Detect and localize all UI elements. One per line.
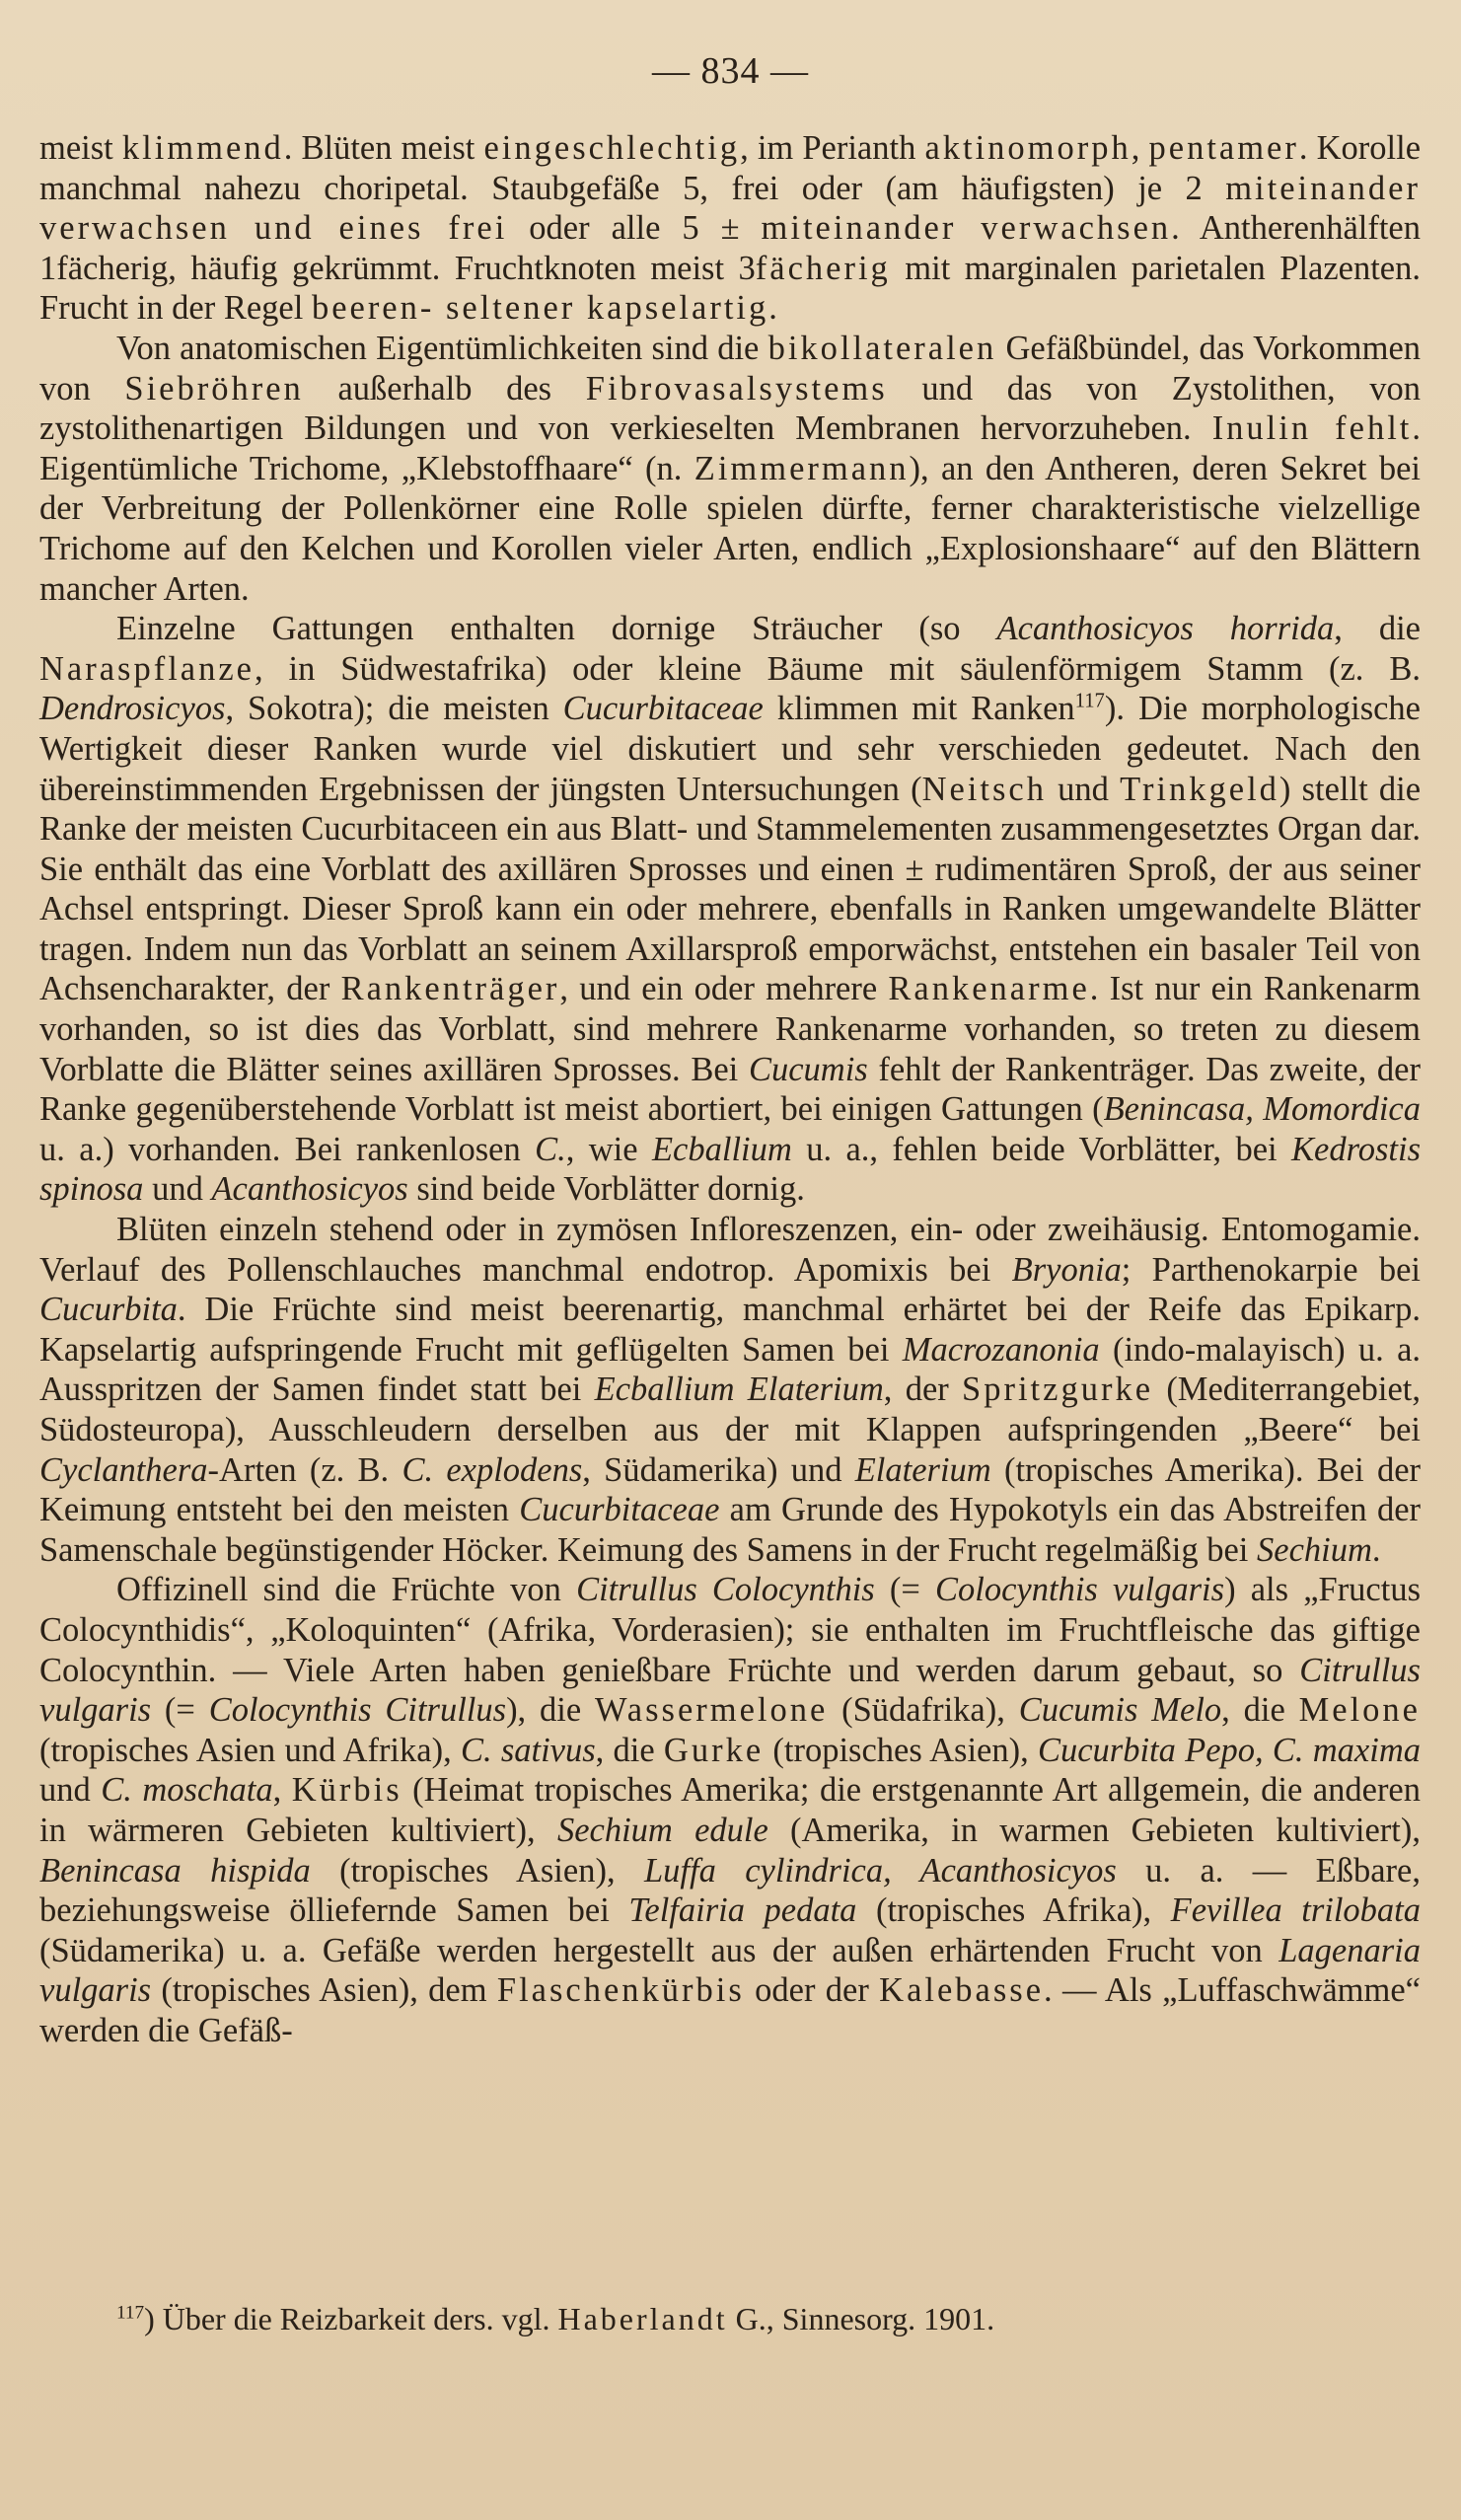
text-run: (tropisches Asien), dem: [151, 1971, 497, 2010]
text-run: (tropisches Afrika),: [856, 1891, 1171, 1930]
italic-term: Acanthosicyos horrida: [996, 610, 1335, 648]
text-run: (Mediterrangebiet, Südosteuropa), Ausschleudern derselben aus der mit Klappen aufspringenden „Beere“ bei: [39, 1371, 1421, 1448]
text-run: (Heimat tropisches Amerika; die erstgenannte Art allgemein, die anderen in wärmeren Gebieten kultiviert),: [39, 1771, 1421, 1849]
italic-term: Telfairia pedata: [628, 1891, 857, 1930]
text-run: (=: [874, 1571, 936, 1609]
text-run: . Eigentümliche Trichome, „Klebstoffhaare“ (n.: [39, 409, 1421, 487]
spaced-term: eingeschlechtig: [483, 129, 741, 167]
text-run: und das von Zystolithen, von zystolithenartigen Bildungen und von verkieselten Membranen hervorzuheben.: [39, 369, 1421, 448]
text-run: (=: [151, 1691, 209, 1730]
spaced-term: Inulin fehlt: [1211, 409, 1413, 448]
italic-term: Kedrostis spinosa: [39, 1130, 1421, 1209]
text-run: . Blüten meist: [283, 129, 484, 167]
spaced-term: Gurke: [663, 1731, 765, 1769]
text-run: ). Die morphologische Wertigkeit dieser Ranken wurde viel diskutiert und sehr verschieden gedeutet. Nach den übereinstimmenden Ergebnissen der jüngsten Untersuchungen (: [39, 690, 1422, 808]
italic-term: C. sativus: [460, 1731, 596, 1769]
spaced-term: miteinander verwachsen: [761, 209, 1172, 248]
text-run: am Grunde des Hypokotyls ein das Abstreifen der Samenschale begünstigender Höcker. Keimung des Samens in der Frucht regelmäßig bei: [39, 1491, 1421, 1569]
footnote-text-before: ) Über die Reizbarkeit ders. vgl.: [144, 2301, 558, 2336]
paragraph: [39, 1570, 1421, 2050]
italic-term: Cucurbita: [39, 1291, 178, 1329]
text-run: oder alle 5 ±: [507, 209, 762, 248]
italic-term: Colocynthis Citrullus: [208, 1691, 507, 1730]
text-run: (tropisches Asien),: [310, 1851, 644, 1890]
text-run: ; Parthenokarpie bei: [1121, 1250, 1421, 1289]
text-run: -Arten (z. B.: [207, 1450, 402, 1489]
text-run: Offizinell sind die Früchte von: [116, 1571, 577, 1609]
text-run: , in Südwestafrika) oder kleine Bäume mit säulenförmigem Stamm (z. B.: [254, 649, 1421, 688]
text-run: sind beide Vorblätter dornig.: [407, 1170, 805, 1209]
footnote-marker: 117: [116, 2302, 145, 2324]
text-run: u. a. — Eßbare, beziehungsweise ölliefernde Samen bei: [39, 1851, 1421, 1930]
italic-term: Acanthosicyos: [211, 1170, 408, 1209]
italic-term: Fevillea trilobata: [1170, 1891, 1421, 1930]
page-number: — 834 —: [652, 50, 809, 92]
paragraph: [39, 329, 1421, 609]
text-run: und: [39, 1771, 102, 1810]
text-run: außerhalb des: [303, 369, 586, 408]
text-run: oder der: [744, 1971, 880, 2010]
italic-term: Citrullus Colocynthis: [576, 1571, 875, 1609]
spaced-term: Trinkgeld: [1120, 770, 1279, 808]
text-run: . Ist nur ein Rankenarm vorhanden, so ist dies das Vorblatt, sind mehrere Rankenarme vorhanden, so treten zu diesem Vorblatte die Blätter seines axillären Sprosses. Bei: [39, 970, 1422, 1088]
text-run: . Die Früchte sind meist beerenartig, manchmal erhärtet bei der Reife das Epikarp. Kapselartig aufspringende Frucht mit geflügelten Samen bei: [39, 1291, 1421, 1369]
spaced-term: Neitsch: [921, 770, 1047, 808]
italic-term: Lagenaria vulgaris: [39, 1931, 1421, 2010]
spaced-term: pentamer: [1148, 129, 1299, 167]
text-run: , die: [595, 1731, 664, 1769]
spaced-term: Naraspflanze: [39, 649, 255, 688]
italic-term: Elaterium: [854, 1450, 991, 1489]
spaced-term: Melone: [1298, 1691, 1421, 1730]
footnote: [116, 2299, 1399, 2338]
italic-term: Cyclanthera: [39, 1450, 208, 1489]
text-run: . — Als „Luffaschwämme“ werden die Gefäß-: [39, 1971, 1421, 2049]
text-run: u. a., fehlen beide Vorblätter, bei: [791, 1130, 1291, 1168]
text-run: u. a.) vorhanden. Bei rankenlosen: [39, 1130, 536, 1168]
text-run: ) als „Fructus Colocynthidis“, „Koloquinten“ (Afrika, Vorderasien); sie enthalten im Fruchtfleische das giftige Colocynthin. — Viele Arten haben genießbare Früchte und werden darum gebaut, so: [39, 1571, 1422, 1689]
text-run: , der: [883, 1371, 963, 1409]
text-run: , die: [1221, 1691, 1299, 1730]
text-run: , Südamerika) und: [582, 1450, 855, 1489]
text-run: ) stellt die Ranke der meisten Cucurbitaceen ein aus Blatt- und Stammelementen zusammengesetztes Organ dar. Sie enthält das eine Vorblatt des axillären Sprosses und einen ± rudimentären Sproß, der aus seiner Achsel entspringt. Dieser Sproß kann ein oder mehrere, ebenfalls in Ranken umgewandelte Blätter tragen. Indem nun das Vorblatt an seinem Axillarsproß emporwächst, entstehen ein basaler Teil von Achsencharakter, der: [39, 770, 1422, 1008]
paragraph: [39, 609, 1421, 1210]
footnote-author: Haberlandt: [557, 2301, 728, 2336]
italic-term: Cucurbitaceae: [562, 690, 764, 728]
text-run: und: [1046, 770, 1121, 808]
body-text: [39, 128, 1421, 2051]
italic-term: Benincasa, Momordica: [1103, 1090, 1421, 1129]
italic-term: Sechium edule: [556, 1811, 768, 1849]
text-run: (Südafrika),: [828, 1691, 1019, 1730]
italic-term: Macrozanonia: [902, 1330, 1100, 1369]
text-run: , und ein oder mehrere: [559, 970, 889, 1008]
text-run: .: [1371, 1530, 1381, 1569]
italic-term: Dendrosicyos: [39, 690, 226, 728]
spaced-term: Rankenarme: [888, 970, 1090, 1008]
text-run: .: [768, 289, 777, 328]
text-run: meist: [39, 129, 122, 167]
italic-term: Bryonia: [1011, 1250, 1122, 1289]
text-run: ), an den Antheren, deren Sekret bei der Verbreitung der Pollenkörner eine Rolle spielen dürfte, ferner charakteristische vielzellige Trichome auf den Kelchen und Korollen vieler Arten, endlich „Explosionshaare“ auf den Blättern mancher Arten.: [39, 449, 1421, 608]
spaced-term: Rankenträger: [340, 970, 560, 1008]
spaced-term: aktinomorph: [924, 129, 1132, 167]
text-run: (Südamerika) u. a. Gefäße werden hergestellt aus der außen erhärtenden Frucht von: [39, 1931, 1279, 1969]
spaced-term: Siebröhren: [124, 369, 304, 408]
text-run: Gefäßbündel, das Vorkommen von: [39, 329, 1422, 408]
text-run: (tropisches Amerika). Bei der Keimung entsteht bei den meisten: [39, 1450, 1422, 1529]
text-run: . Korolle manchmal nahezu choripetal. Staubgefäße 5, frei oder (am häufigsten) je 2: [39, 129, 1422, 207]
text-run: , die: [1334, 610, 1421, 648]
italic-term: Ecballium Elaterium: [594, 1371, 884, 1409]
text-run: (Amerika, in warmen Gebieten kultiviert),: [767, 1811, 1421, 1849]
spaced-term: fächerig: [755, 249, 891, 287]
italic-term: C. explodens: [402, 1450, 583, 1489]
text-run: klimmen mit Ranken: [763, 690, 1075, 728]
text-run: Einzelne Gattungen enthalten dornige Sträucher (so: [116, 610, 997, 648]
spaced-term: bikollateralen: [767, 329, 997, 367]
text-run: , wie: [565, 1130, 652, 1168]
spaced-term: klimmend: [121, 129, 284, 167]
italic-term: Colocynthis vulgaris: [935, 1571, 1225, 1609]
text-run: (tropisches Asien),: [764, 1731, 1038, 1769]
spaced-term: beeren- seltener kapselartig: [311, 289, 769, 328]
footnote-text-after: G., Sinnesorg. 1901.: [727, 2301, 995, 2336]
italic-term: Ecballium: [651, 1130, 792, 1168]
italic-term: Sechium: [1257, 1530, 1372, 1569]
paragraph: [39, 1210, 1421, 1570]
text-run: , Sokotra); die meisten: [225, 690, 563, 728]
italic-term: Cucurbitaceae: [519, 1491, 720, 1529]
spaced-term: Flaschenkürbis: [496, 1971, 745, 2010]
text-run: mit marginalen parietalen Plazenten. Frucht in der Regel: [39, 249, 1421, 328]
italic-term: Benincasa hispida: [39, 1851, 311, 1890]
text-run: und: [143, 1170, 212, 1209]
spaced-term: Wassermelone: [594, 1691, 829, 1730]
spaced-term: Kürbis: [291, 1771, 402, 1810]
footnote-reference: 117: [1074, 690, 1105, 712]
spaced-term: Fibrovasalsystems: [585, 369, 888, 408]
text-run: fehlt der Rankenträger. Das zweite, der Ranke gegenüberstehende Vorblatt ist meist abortiert, bei einigen Gattungen (: [39, 1050, 1421, 1129]
spaced-term: miteinander verwachsen und eines frei: [39, 169, 1421, 248]
italic-term: Luffa cylindrica, Acanthosicyos: [643, 1851, 1117, 1890]
italic-term: Citrullus vulgaris: [39, 1651, 1421, 1730]
italic-term: Cucumis Melo: [1018, 1691, 1222, 1730]
italic-term: C.: [535, 1130, 566, 1168]
text-run: (tropisches Asien und Afrika),: [39, 1731, 461, 1769]
text-run: ,: [272, 1771, 292, 1810]
text-run: ,: [1131, 129, 1149, 167]
text-run: ), die: [506, 1691, 595, 1730]
spaced-term: Spritzgurke: [962, 1371, 1154, 1409]
text-run: . Antherenhälften 1fächerig, häufig gekrümmt. Fruchtknoten meist 3: [39, 209, 1421, 287]
paragraph: [39, 128, 1421, 329]
spaced-term: Zimmermann: [694, 449, 910, 487]
text-run: Von anatomischen Eigentümlichkeiten sind die: [116, 329, 768, 367]
spaced-term: Kalebasse: [879, 1971, 1045, 2010]
italic-term: Cucumis: [748, 1050, 868, 1088]
text-run: Blüten einzeln stehend oder in zymösen Infloreszenzen, ein- oder zweihäusig. Entomogamie. Verlauf des Pollenschlauches manchmal endotrop. Apomixis bei: [39, 1211, 1421, 1289]
text-run: (indo-malayisch) u. a. Ausspritzen der Samen findet statt bei: [39, 1330, 1422, 1409]
italic-term: Cucurbita Pepo, C. maxima: [1037, 1731, 1421, 1769]
italic-term: C. moschata: [101, 1771, 273, 1810]
text-run: , im Perianth: [740, 129, 925, 167]
